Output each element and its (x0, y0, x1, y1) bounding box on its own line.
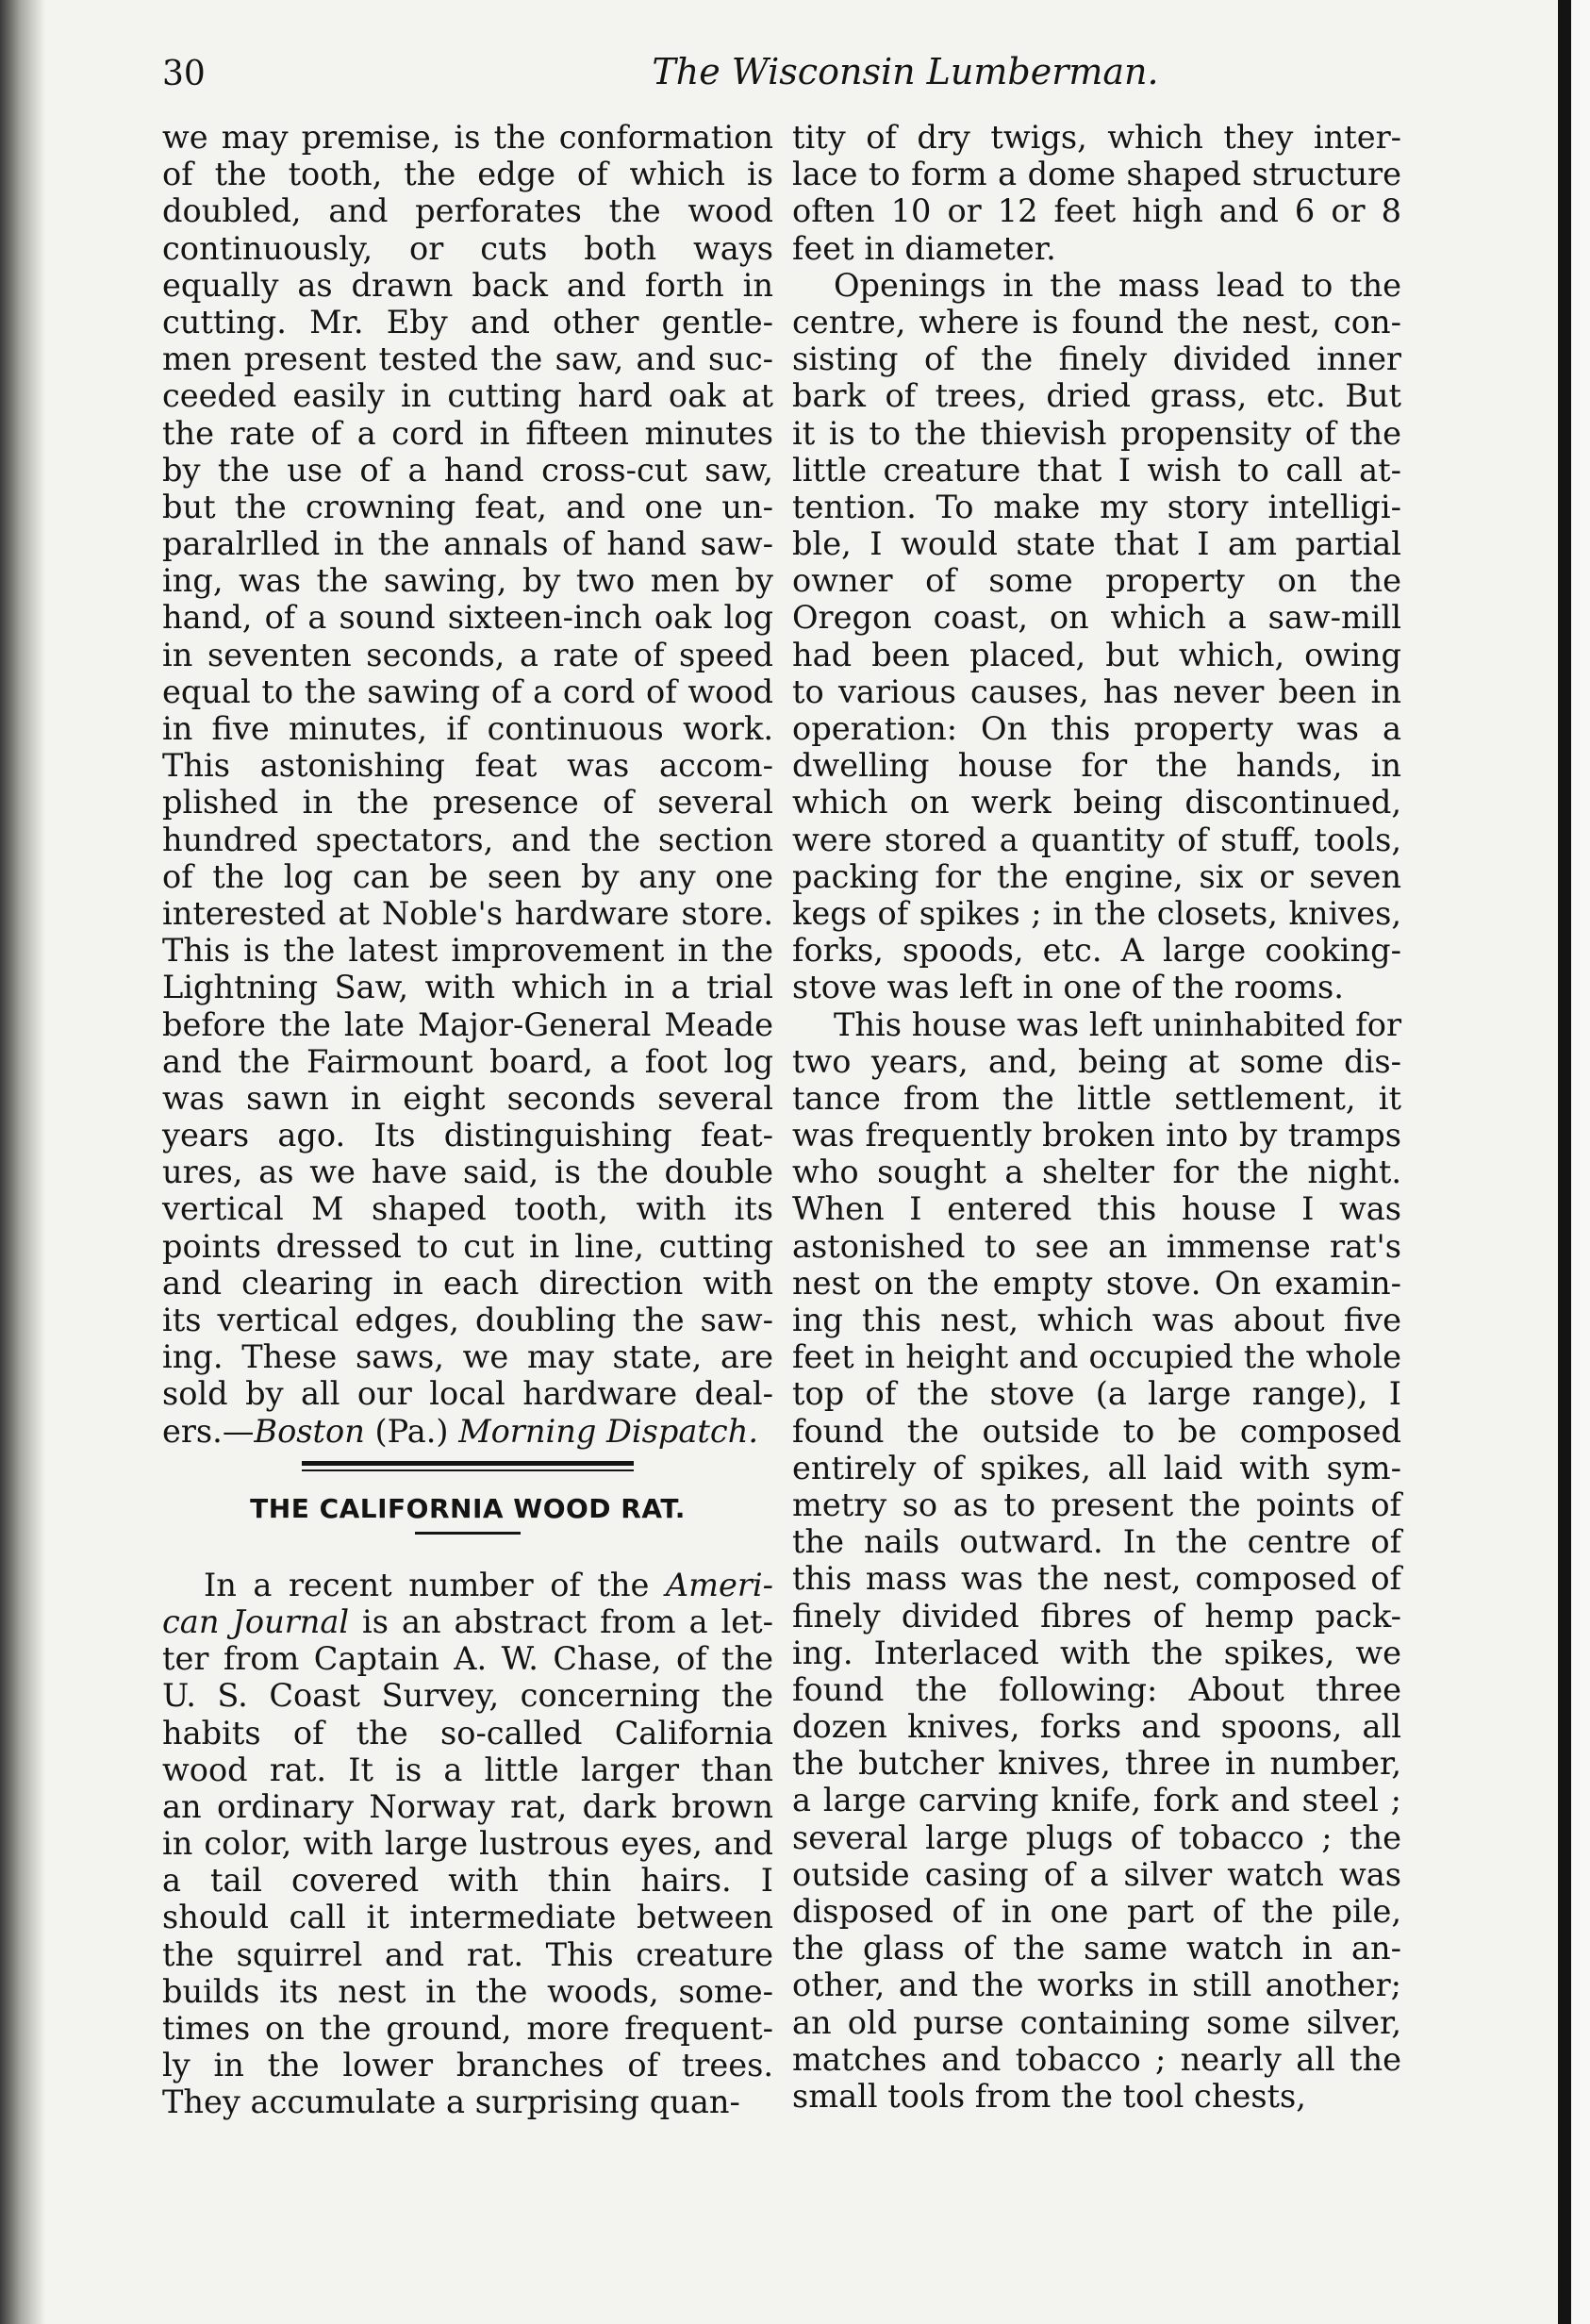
text-line: nest on the empty stove. On examin- (792, 1264, 1401, 1302)
text-line: points dressed to cut in line, cutting (162, 1227, 773, 1265)
text-line: its vertical edges, doubling the saw- (162, 1302, 773, 1338)
text-line: tity of dry twigs, which they inter- (792, 119, 1401, 156)
text-line: the rate of a cord in fifteen minutes (162, 414, 773, 452)
text-line: matches and tobacco ; nearly all the (792, 2040, 1401, 2078)
text-line: They accumulate a surprising quan- (162, 2083, 740, 2121)
text-line: ly in the lower branches of trees. (162, 2047, 773, 2084)
wood-rat-article-text (162, 1567, 773, 2121)
article-heading: THE CALIFORNIA WOOD RAT. (250, 1492, 686, 1524)
text-line: packing for the engine, six or seven (792, 857, 1401, 895)
page-number: 30 (162, 55, 206, 93)
text-line: This astonishing feat was accom- (162, 747, 773, 785)
text-line: lace to form a dome shaped structure (792, 156, 1401, 193)
text-line: ing this nest, which was about five (792, 1302, 1401, 1338)
text-line: ter from Captain A. W. Chase, of the (162, 1640, 773, 1678)
text-line: and clearing in each direction with (162, 1264, 773, 1302)
signature-source: Boston (254, 1412, 365, 1450)
right-column (792, 119, 1401, 2115)
text-line: astonished to see an immense rat's (792, 1227, 1401, 1265)
text-line: years ago. Its distinguishing feat- (162, 1117, 773, 1154)
text-line: feet in diameter. (792, 229, 1056, 267)
text-line: found the following: About three (792, 1670, 1401, 1708)
text-line: often 10 or 12 feet high and 6 or 8 (792, 192, 1401, 230)
text-line: the squirrel and rat. This creature (162, 1935, 773, 1973)
text-line: forks, spoods, etc. A large cooking- (792, 932, 1401, 970)
italic-journal-name: can Journal (162, 1602, 350, 1640)
text-line: it is to the thievish propensity of the (792, 414, 1401, 452)
section-rule-thin (302, 1469, 634, 1471)
text-line: of the log can be seen by any one (162, 857, 773, 895)
text-line: Oregon coast, on which a saw-mill (792, 599, 1401, 637)
text-line: and the Fairmount board, a foot log (162, 1042, 773, 1080)
text-line: cutting. Mr. Eby and other gentle- (162, 303, 773, 340)
signature-prefix: ers.— (162, 1412, 255, 1450)
text-line: tance from the little settlement, it (792, 1079, 1401, 1117)
text-line: In a recent number of the Ameri- (204, 1566, 773, 1603)
text-line: ing. These saws, we may state, are (162, 1338, 773, 1376)
text-line: feet in height and occupied the whole (792, 1338, 1401, 1376)
text-line: kegs of spikes ; in the closets, knives, (792, 894, 1401, 932)
text-line: metry so as to present the points of (792, 1486, 1401, 1523)
running-head: The Wisconsin Lumberman. (652, 51, 1159, 92)
right-column-text (792, 119, 1401, 2115)
text-line: had been placed, but which, owing (792, 636, 1401, 673)
text-line: times on the ground, more frequent- (162, 2010, 773, 2047)
text-line: interested at Noble's hardware store. (162, 894, 773, 932)
text-line: outside casing of a silver watch was (792, 1855, 1401, 1893)
text-line: centre, where is found the nest, con- (792, 303, 1401, 340)
text-line: finely divided fibres of hemp pack- (792, 1597, 1401, 1635)
left-column (162, 119, 773, 2121)
text-line: the nails outward. In the centre of (792, 1523, 1401, 1561)
text-line: wood rat. It is a little larger than (162, 1751, 773, 1788)
text-line: plished in the presence of several (162, 784, 773, 822)
text-line: When I entered this house I was (792, 1190, 1401, 1228)
text-line: Lightning Saw, with which in a trial (162, 969, 773, 1006)
italic-journal-name: Ameri- (665, 1566, 773, 1603)
text-line: vertical M shaped tooth, with its (162, 1190, 773, 1228)
text-line: several large plugs of tobacco ; the (792, 1818, 1401, 1856)
text-line: in five minutes, if continuous work. (162, 710, 773, 747)
text-line: disposed of in one part of the pile, (792, 1893, 1401, 1930)
text-line: sold by all our local hardware deal- (162, 1375, 773, 1413)
signature-middle: (Pa.) (364, 1412, 459, 1450)
text-line: owner of some property on the (792, 562, 1401, 600)
left-column-continued-text (162, 119, 773, 1413)
text-line: of the tooth, the edge of which is (162, 156, 773, 193)
heading-underline (415, 1532, 521, 1535)
text-line: entirely of spikes, all laid with sym- (792, 1449, 1401, 1486)
text-line: but the crowning feat, and one un- (162, 488, 773, 525)
text-line: sisting of the finely divided inner (792, 340, 1401, 378)
text-line: a large carving knife, fork and steel ; (792, 1782, 1401, 1819)
text-line: this mass was the nest, composed of (792, 1560, 1401, 1598)
section-rule-thick (302, 1461, 634, 1466)
text-line: ures, as we have said, is the double (162, 1154, 773, 1191)
text-line: two years, and, being at some dis- (792, 1042, 1401, 1080)
text-line: to various causes, has never been in (792, 672, 1401, 710)
text-line: was frequently broken into by tramps (792, 1117, 1401, 1154)
signature-line (162, 1413, 773, 1450)
text-line: other, and the works in still another; (792, 1967, 1401, 2004)
text-line: equally as drawn back and forth in (162, 266, 773, 304)
text-line: in color, with large lustrous eyes, and (162, 1825, 773, 1863)
text-line: paralrlled in the annals of hand saw- (162, 525, 773, 563)
text-line: builds its nest in the woods, some- (162, 1972, 773, 2010)
text-line: tention. To make my story intelligi- (792, 488, 1401, 525)
text-line: we may premise, is the conformation (162, 119, 773, 156)
text-line: ble, I would state that I am partial (792, 525, 1401, 563)
text-line: stove was left in one of the rooms. (792, 969, 1344, 1006)
text-line: small tools from the tool chests, (792, 2077, 1306, 2115)
text-line: can Journal is an abstract from a let- (162, 1602, 773, 1640)
text-line: who sought a shelter for the night. (792, 1154, 1401, 1191)
text-line: an ordinary Norway rat, dark brown (162, 1787, 773, 1825)
text-line: men present tested the saw, and suc- (162, 340, 773, 378)
text-line: should call it intermediate between (162, 1899, 773, 1936)
text-line: top of the stove (a large range), I (792, 1375, 1401, 1413)
page-edge-rule (1558, 0, 1571, 2324)
text-line: were stored a quantity of stuff, tools, (792, 821, 1401, 858)
text-line: bark of trees, dried grass, etc. But (792, 377, 1401, 415)
text-line: continuously, or cuts both ways (162, 229, 773, 267)
text-line: operation: On this property was a (792, 710, 1401, 747)
page-margin-right (1571, 0, 1590, 2324)
text-line: habits of the so-called California (162, 1714, 773, 1751)
text-line: the butcher knives, three in number, (792, 1745, 1401, 1783)
text-line: little creature that I wish to call at- (792, 451, 1401, 489)
text-line: was sawn in eight seconds several (162, 1079, 773, 1117)
text-line: an old purse containing some silver, (792, 2003, 1401, 2041)
text-line: ceeded easily in cutting hard oak at (162, 377, 773, 415)
text-line: dozen knives, forks and spoons, all (792, 1708, 1401, 1746)
binding-shadow (0, 0, 45, 2324)
text-line: Openings in the mass lead to the (834, 266, 1401, 304)
text-line: which on werk being discontinued, (792, 784, 1401, 822)
text-line: a tail covered with thin hairs. I (162, 1862, 773, 1900)
text-line: the glass of the same watch in an- (792, 1930, 1401, 1967)
text-line: before the late Major-General Meade (162, 1005, 773, 1043)
text-line: hand, of a sound sixteen-inch oak log (162, 599, 773, 637)
signature-paper: Morning Dispatch. (458, 1412, 759, 1450)
text-line: ing. Interlaced with the spikes, we (792, 1634, 1401, 1671)
text-line: in seventen seconds, a rate of speed (162, 636, 773, 673)
text-line: U. S. Coast Survey, concerning the (162, 1677, 773, 1715)
text-line: doubled, and perforates the wood (162, 192, 773, 230)
text-line: found the outside to be composed (792, 1412, 1401, 1450)
text-line: equal to the sawing of a cord of wood (162, 672, 773, 710)
text-line: by the use of a hand cross-cut saw, (162, 451, 773, 489)
text-line: This house was left uninhabited for (834, 1005, 1401, 1043)
text-line: ing, was the sawing, by two men by (162, 562, 773, 600)
text-line: hundred spectators, and the section (162, 821, 773, 858)
text-line: This is the latest improvement in the (162, 932, 773, 970)
text-line: dwelling house for the hands, in (792, 747, 1401, 785)
